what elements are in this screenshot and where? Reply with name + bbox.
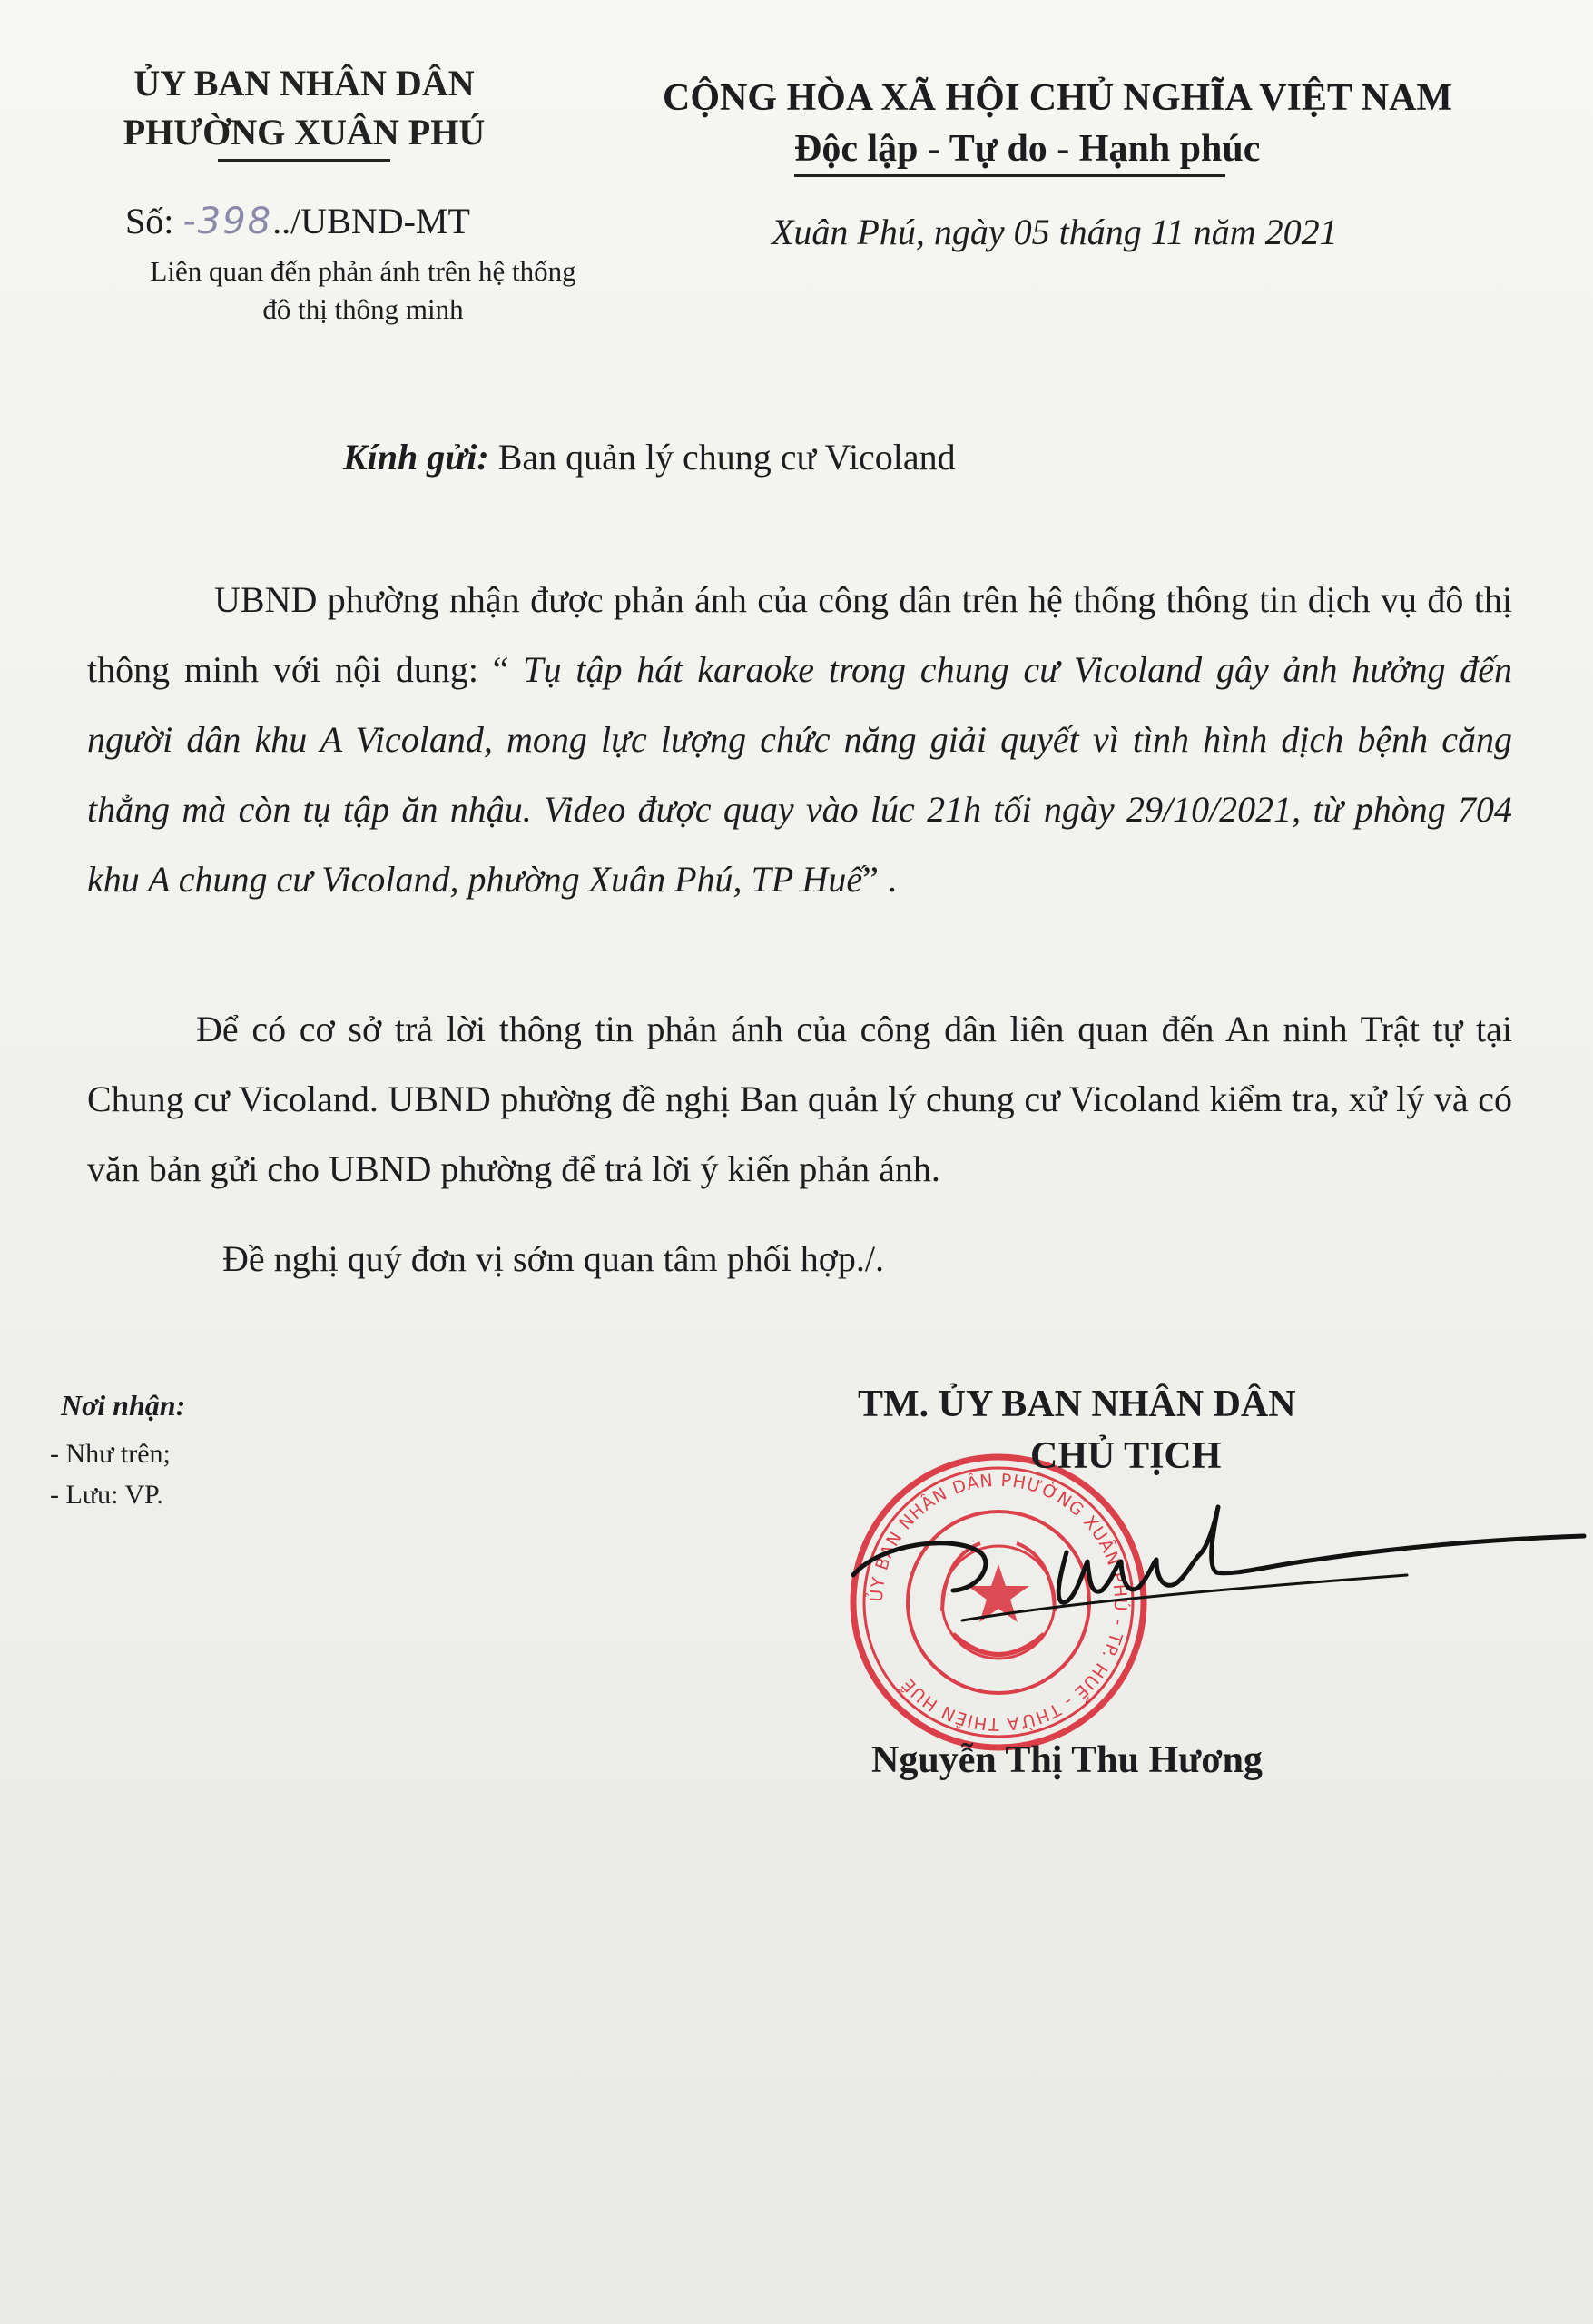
number-value: -398 [182, 201, 273, 242]
nation-name: CỘNG HÒA XÃ HỘI CHỦ NGHĨA VIỆT NAM [663, 77, 1453, 119]
recipient-item: - Như trên; [50, 1439, 171, 1469]
agency-line-1: ỦY BAN NHÂN DÂN [133, 63, 475, 103]
number-suffix: ../UBND-MT [272, 201, 470, 241]
para1-end: ” . [862, 859, 897, 900]
subject-line-2: đô thị thông minh [262, 293, 464, 325]
number-prefix: Số: [125, 201, 183, 241]
document-number [125, 200, 470, 242]
place-and-date: Xuân Phú, ngày 05 tháng 11 năm 2021 [772, 212, 1338, 252]
document-subject [109, 252, 617, 329]
subject-line-1: Liên quan đến phản ánh trên hệ thống [150, 255, 576, 287]
citizen-report-quote: Tụ tập hát karaoke trong chung cư Vicoland gây ảnh hưởng đến người dân khu A Vicoland, mong lực lượng chức năng giải quyết vì tình hình dịch bệnh căng thẳng mà còn tụ tập ăn nhậu. Video được quay vào lúc 21h tối ngày 29/10/2021, từ phòng 704 khu A chung cư Vicoland, phường Xuân Phú, TP Huế [87, 649, 1513, 900]
agency-underline [218, 159, 390, 162]
agency-line-2: PHƯỜNG XUÂN PHÚ [123, 112, 486, 153]
salutation-recipient: Ban quản lý chung cư Vicoland [497, 437, 956, 478]
signatory-title: CHỦ TỊCH [1030, 1435, 1222, 1477]
seal-text: ỦY BAN NHÂN DÂN PHƯỜNG XUÂN PHÚ - TP. HUẾ - THỪA THIÊN HUẾ [866, 1470, 1131, 1735]
recipients-title: Nơi nhận: [61, 1389, 186, 1422]
national-motto: Độc lập - Tự do - Hạnh phúc [794, 128, 1261, 170]
signatory-authority: TM. ỦY BAN NHÂN DÂN [858, 1384, 1296, 1425]
body-paragraph-1 [87, 565, 1512, 914]
para1-intro: UBND phường nhận được phản ánh của công dân trên hệ thống thông tin dịch vụ đô thị thông minh với nội dung: “ [87, 579, 1512, 690]
closing-line: Đề nghị quý đơn vị sớm quan tâm phối hợp./. [222, 1238, 884, 1279]
national-title [663, 73, 1534, 177]
salutation-label: Kính gửi: [343, 437, 489, 478]
body-paragraph-2: Để có cơ sở trả lời thông tin phản ánh của công dân liên quan đến An ninh Trật tự tại Chung cư Vicoland. UBND phường đề nghị Ban quản lý chung cư Vicoland kiểm tra, xử lý và có văn bản gửi cho UBND phường để trả lời ý kiến phản ánh. [87, 1009, 1512, 1189]
recipient-item: - Lưu: VP. [50, 1480, 163, 1510]
salutation [343, 436, 956, 478]
motto-underline [794, 174, 1225, 177]
handwritten-signature [844, 1489, 1588, 1643]
signatory-name: Nguyễn Thị Thu Hương [871, 1739, 1263, 1781]
issuing-agency [86, 59, 522, 162]
